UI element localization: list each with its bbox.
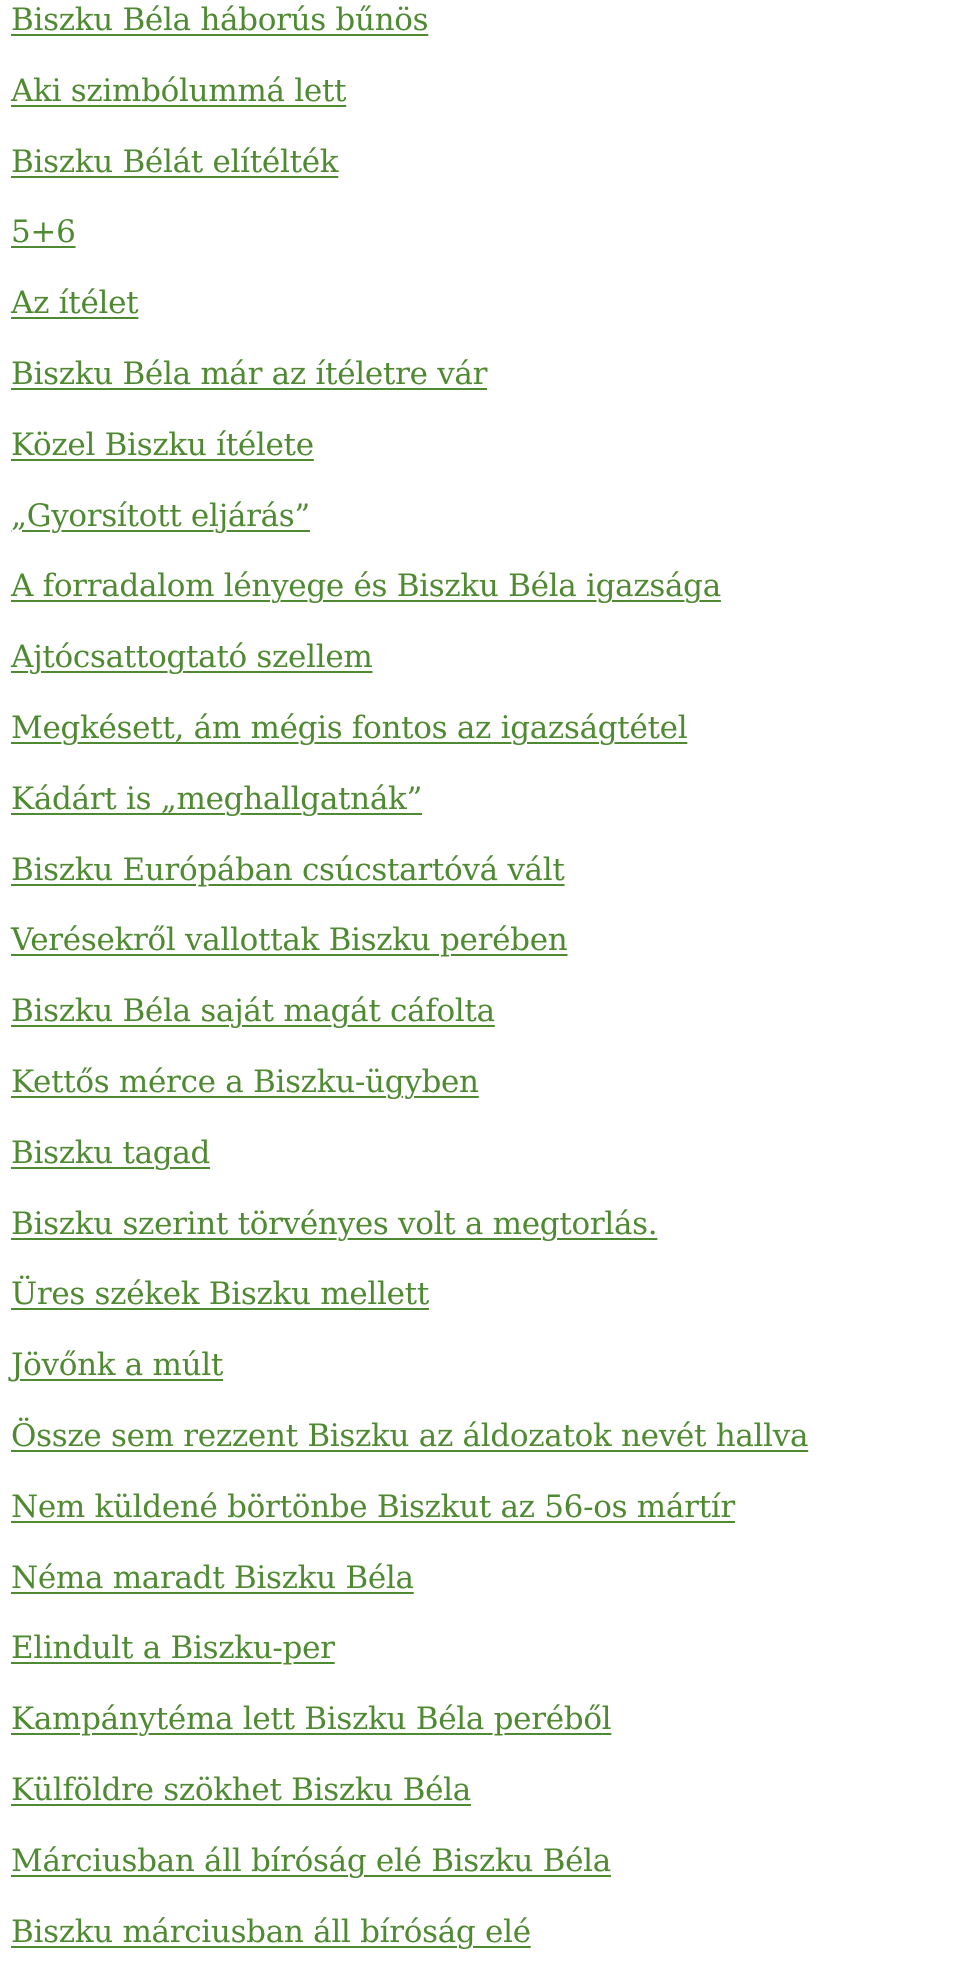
article-link[interactable]: Biszku tagad bbox=[11, 1134, 211, 1171]
list-item bbox=[11, 425, 951, 496]
article-link[interactable]: Kettős mérce a Biszku-ügyben bbox=[11, 1063, 479, 1100]
list-item bbox=[11, 1912, 951, 1983]
article-link[interactable]: Biszku Európában csúcstartóvá vált bbox=[11, 851, 565, 888]
list-item bbox=[11, 708, 951, 779]
article-link[interactable]: Össze sem rezzent Biszku az áldozatok nevét hallva bbox=[11, 1417, 809, 1454]
list-item bbox=[11, 142, 951, 213]
article-link[interactable]: Üres székek Biszku mellett bbox=[11, 1276, 429, 1313]
article-link[interactable]: Az ítélet bbox=[11, 285, 139, 322]
list-item bbox=[11, 1487, 951, 1558]
list-item bbox=[11, 1345, 951, 1416]
list-item bbox=[11, 1628, 951, 1699]
article-link[interactable]: 5+6 bbox=[11, 214, 76, 251]
article-link[interactable]: Kádárt is „meghallgatnák” bbox=[11, 780, 423, 817]
list-item bbox=[11, 1841, 951, 1912]
list-item bbox=[11, 991, 951, 1062]
article-link[interactable]: Néma maradt Biszku Béla bbox=[11, 1559, 414, 1596]
list-item bbox=[11, 1133, 951, 1204]
article-link[interactable]: Biszku márciusban áll bíróság elé bbox=[11, 1913, 531, 1950]
list-item bbox=[11, 1062, 951, 1133]
article-link[interactable]: Verésekről vallottak Biszku perében bbox=[11, 922, 568, 959]
list-item bbox=[11, 779, 951, 850]
article-link[interactable]: Biszku Béla saját magát cáfolta bbox=[11, 993, 495, 1030]
article-link[interactable]: Ajtócsattogtató szellem bbox=[11, 639, 373, 676]
list-item bbox=[11, 0, 951, 71]
article-link[interactable]: Külföldre szökhet Biszku Béla bbox=[11, 1771, 471, 1808]
article-link[interactable]: Biszku Bélát elítélték bbox=[11, 143, 339, 180]
article-link[interactable]: Kampánytéma lett Biszku Béla peréből bbox=[11, 1701, 612, 1738]
article-link-list bbox=[11, 0, 951, 1982]
article-link[interactable]: Biszku Béla háborús bűnös bbox=[11, 2, 429, 38]
list-item bbox=[11, 354, 951, 425]
list-item bbox=[11, 566, 951, 637]
list-item bbox=[11, 637, 951, 708]
article-link[interactable]: Közel Biszku ítélete bbox=[11, 426, 314, 463]
list-item bbox=[11, 920, 951, 991]
list-item bbox=[11, 283, 951, 354]
list-item bbox=[11, 850, 951, 921]
list-item bbox=[11, 71, 951, 142]
list-item bbox=[11, 212, 951, 283]
article-link[interactable]: A forradalom lényege és Biszku Béla igazsága bbox=[11, 568, 721, 605]
article-link[interactable]: Nem küldené börtönbe Biszkut az 56-os mártír bbox=[11, 1488, 735, 1525]
article-link[interactable]: Jövőnk a múlt bbox=[11, 1347, 224, 1384]
list-item bbox=[11, 1274, 951, 1345]
article-link[interactable]: Elindult a Biszku-per bbox=[11, 1630, 335, 1667]
article-link[interactable]: Biszku szerint törvényes volt a megtorlás. bbox=[11, 1205, 658, 1242]
list-item bbox=[11, 496, 951, 567]
list-item bbox=[11, 1204, 951, 1275]
list-item bbox=[11, 1770, 951, 1841]
article-link[interactable]: „Gyorsított eljárás” bbox=[11, 497, 310, 534]
article-link[interactable]: Megkésett, ám mégis fontos az igazságtétel bbox=[11, 709, 688, 746]
article-link[interactable]: Aki szimbólummá lett bbox=[11, 72, 347, 109]
article-link[interactable]: Biszku Béla már az ítéletre vár bbox=[11, 355, 488, 392]
article-link[interactable]: Márciusban áll bíróság elé Biszku Béla bbox=[11, 1842, 611, 1879]
list-item bbox=[11, 1558, 951, 1629]
list-item bbox=[11, 1699, 951, 1770]
list-item bbox=[11, 1416, 951, 1487]
